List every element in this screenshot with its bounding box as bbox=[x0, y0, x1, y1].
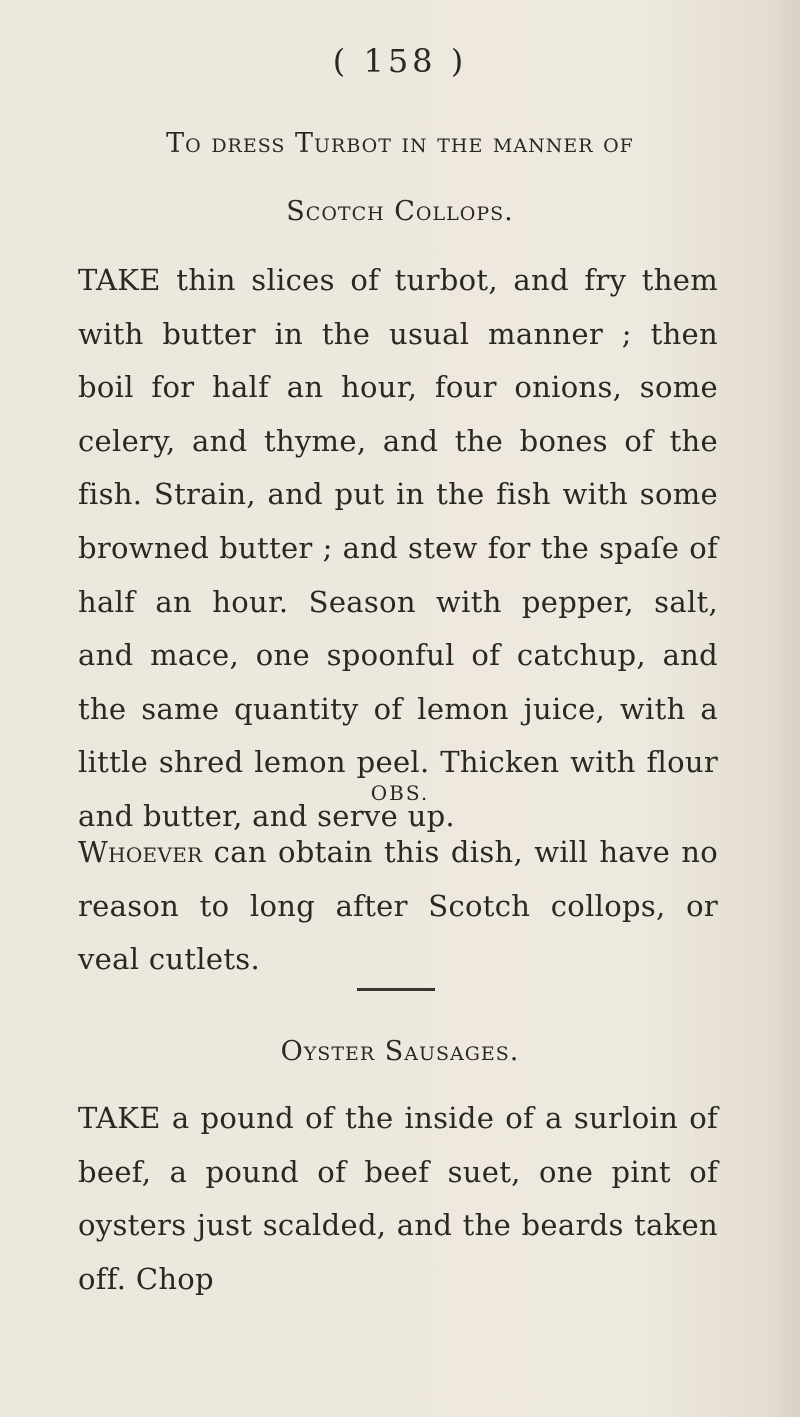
obs-first-word: Whoever bbox=[78, 835, 203, 869]
recipe2-title: Oyster Sausages. bbox=[280, 1036, 520, 1067]
recipe-text: thin slices of turbot, and fry them with butter in the usual manner ; then boil for half an hour, four onions, some celery, and thyme, and the bones of the fish. Strain, and put in the fish with some browned butter ; and stew for the spaſe of half an hour. Season with pepper, salt, and mace, one spoonful of catchup, and the same quantity of lemon juice, with a little shred lemon peel. Thicken with flour and butter, and serve up. bbox=[78, 263, 718, 833]
recipe-body bbox=[78, 254, 718, 844]
obs-body bbox=[78, 826, 718, 987]
obs-text: can obtain this dish, will have no reason to long after Scotch collops, or veal cutlets. bbox=[78, 835, 718, 977]
recipe-title-line2: Scotch Collops. bbox=[286, 196, 514, 227]
page-number: ( 158 ) bbox=[332, 42, 468, 80]
recipe-first-word: TAKE bbox=[78, 263, 161, 297]
section-divider bbox=[357, 988, 435, 991]
recipe2-body bbox=[78, 1092, 718, 1306]
recipe-title-line1: To dress Turbot in the manner of bbox=[166, 128, 634, 159]
recipe2-first-word: TAKE bbox=[78, 1101, 161, 1135]
obs-label: OBS. bbox=[370, 781, 430, 805]
recipe2-text: a pound of the inside of a surloin of beef, a pound of beef suet, one pint of oysters just scalded, and the beards taken off. Chop bbox=[78, 1101, 718, 1296]
